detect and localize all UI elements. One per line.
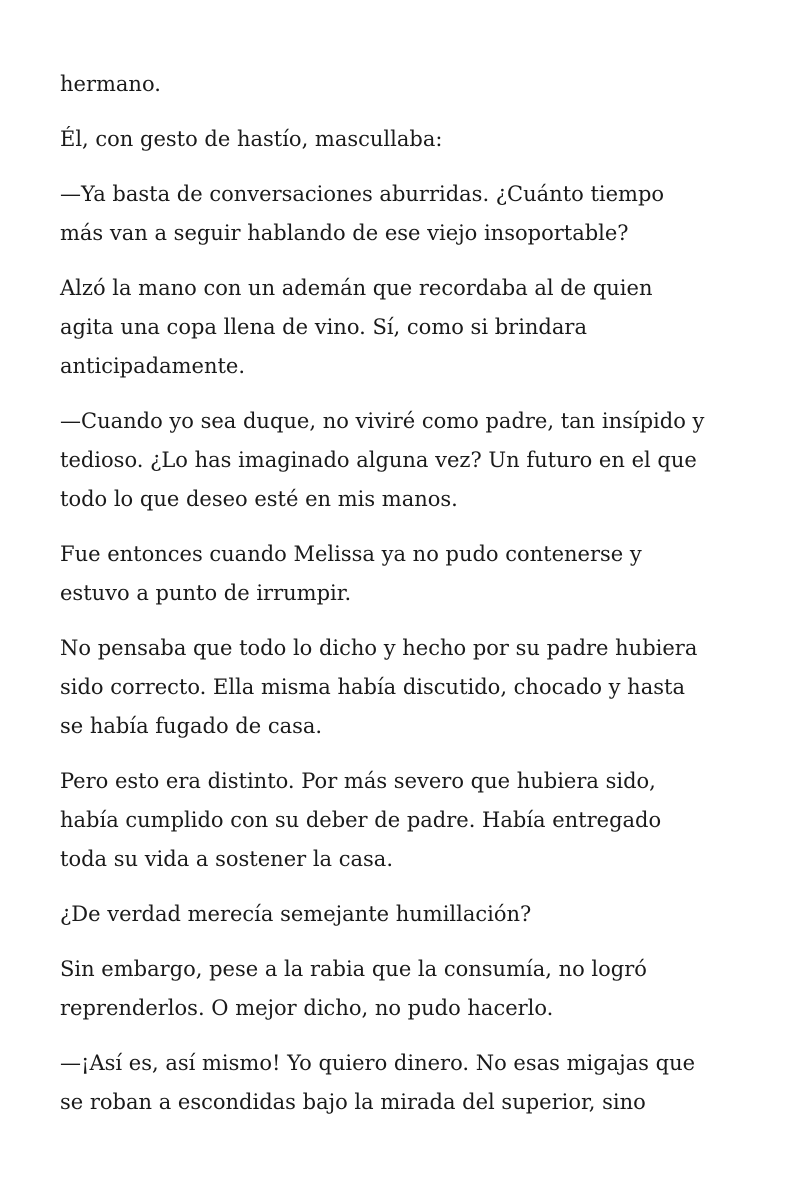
paragraph: —¡Así es, así mismo! Yo quiero dinero. No esas migajas que se roban a escondidas bajo la mirada del superior, sino <box>60 1051 696 1114</box>
paragraph: Pero esto era distinto. Por más severo que hubiera sido, había cumplido con su deber de padre. Había entregado toda su vida a sostener la casa. <box>60 769 662 871</box>
document-page <box>60 65 750 1138</box>
paragraph: Fue entonces cuando Melissa ya no pudo contenerse y estuvo a punto de irrumpir. <box>60 542 642 605</box>
paragraph: No pensaba que todo lo dicho y hecho por su padre hubiera sido correcto. Ella misma había discutido, chocado y hasta se había fugado de casa. <box>60 636 698 738</box>
paragraph: Él, con gesto de hastío, mascullaba: <box>60 127 443 151</box>
paragraph: —Cuando yo sea duque, no viviré como padre, tan insípido y tedioso. ¿Lo has imaginado alguna vez? Un futuro en el que todo lo que deseo esté en mis manos. <box>60 409 705 511</box>
paragraph: Sin embargo, pese a la rabia que la consumía, no logró reprenderlos. O mejor dicho, no pudo hacerlo. <box>60 957 647 1020</box>
paragraph: Alzó la mano con un ademán que recordaba al de quien agita una copa llena de vino. Sí, como si brindara anticipadamente. <box>60 276 653 378</box>
paragraph: —Ya basta de conversaciones aburridas. ¿Cuánto tiempo más van a seguir hablando de ese viejo insoportable? <box>60 182 665 245</box>
paragraph: hermano. <box>60 72 161 96</box>
paragraph: ¿De verdad merecía semejante humillación? <box>60 902 532 926</box>
